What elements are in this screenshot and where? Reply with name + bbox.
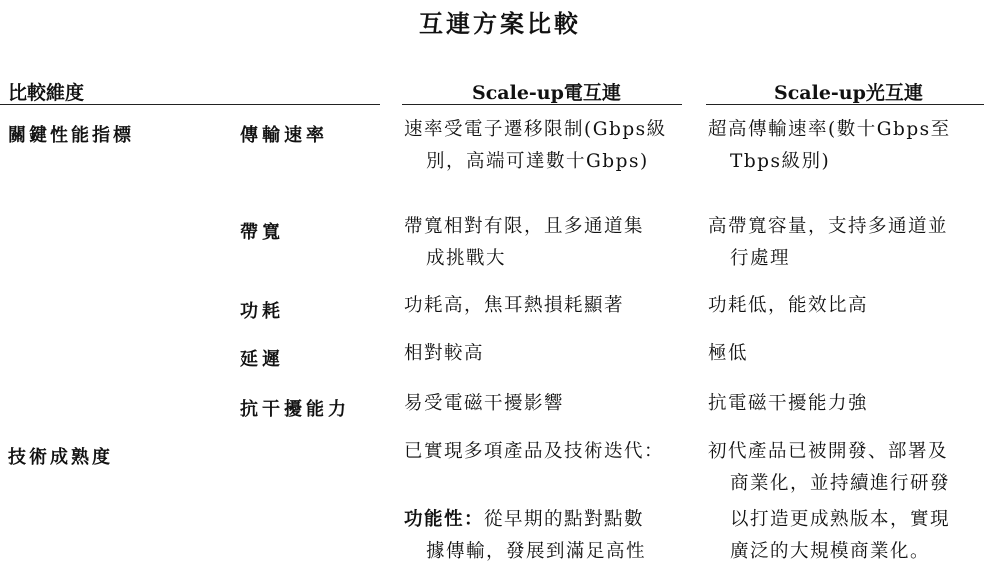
optical-latency: 極低 [708,343,749,364]
electrical-rate-line1: 速率受電子遷移限制(Gbps級 [404,119,667,140]
optical-maturity-line2: 商業化，並持續進行研發 [730,473,951,494]
electrical-latency: 相對較高 [404,343,485,364]
header-rule-optical [706,104,984,105]
row-label-bandwidth: 帶寬 [240,222,284,243]
electrical-bandwidth-line1: 帶寬相對有限，且多通道集 [404,216,645,237]
row-label-power: 功耗 [240,301,284,322]
optical-rate-line2: Tbps級別) [730,151,831,172]
electrical-rate-line2: 別，高端可達數十Gbps) [426,151,649,172]
electrical-maturity-point-line1 [404,504,644,536]
electrical-maturity-point-line2: 據傳輸，發展到滿足高性 [426,541,647,562]
header-rule-dimension [0,104,380,105]
electrical-maturity-intro: 已實現多項產品及技術迭代： [404,441,665,462]
electrical-bandwidth-line2: 成挑戰大 [426,248,507,269]
electrical-interference: 易受電磁干擾影響 [404,393,565,414]
category-maturity: 技術成熟度 [8,447,113,468]
header-optical: Scale-up光互連 [774,82,923,104]
optical-power: 功耗低，能效比高 [708,295,869,316]
header-dimension: 比較維度 [8,82,85,104]
electrical-maturity-point-text: 從早期的點對點數 [484,509,645,530]
optical-maturity-line1: 初代產品已被開發、部署及 [708,441,949,462]
row-label-interference: 抗干擾能力 [240,399,350,420]
row-label-latency: 延遲 [240,349,284,370]
category-key-metrics: 關鍵性能指標 [8,125,134,146]
electrical-maturity-point-label: 功能性： [404,509,485,530]
header-rule-electrical [402,104,682,105]
electrical-power: 功耗高，焦耳熱損耗顯著 [404,295,625,316]
optical-bandwidth-line2: 行處理 [730,248,791,269]
header-electrical: Scale-up電互連 [472,82,621,104]
page-title: 互連方案比較 [419,9,581,38]
optical-maturity-line3: 以打造更成熟版本，實現 [730,509,951,530]
optical-rate-line1: 超高傳輸速率(數十Gbps至 [708,119,951,140]
optical-interference: 抗電磁干擾能力強 [708,393,869,414]
optical-bandwidth-line1: 高帶寬容量，支持多通道並 [708,216,949,237]
row-label-rate: 傳輸速率 [240,125,328,146]
optical-maturity-line4: 廣泛的大規模商業化。 [730,541,931,562]
